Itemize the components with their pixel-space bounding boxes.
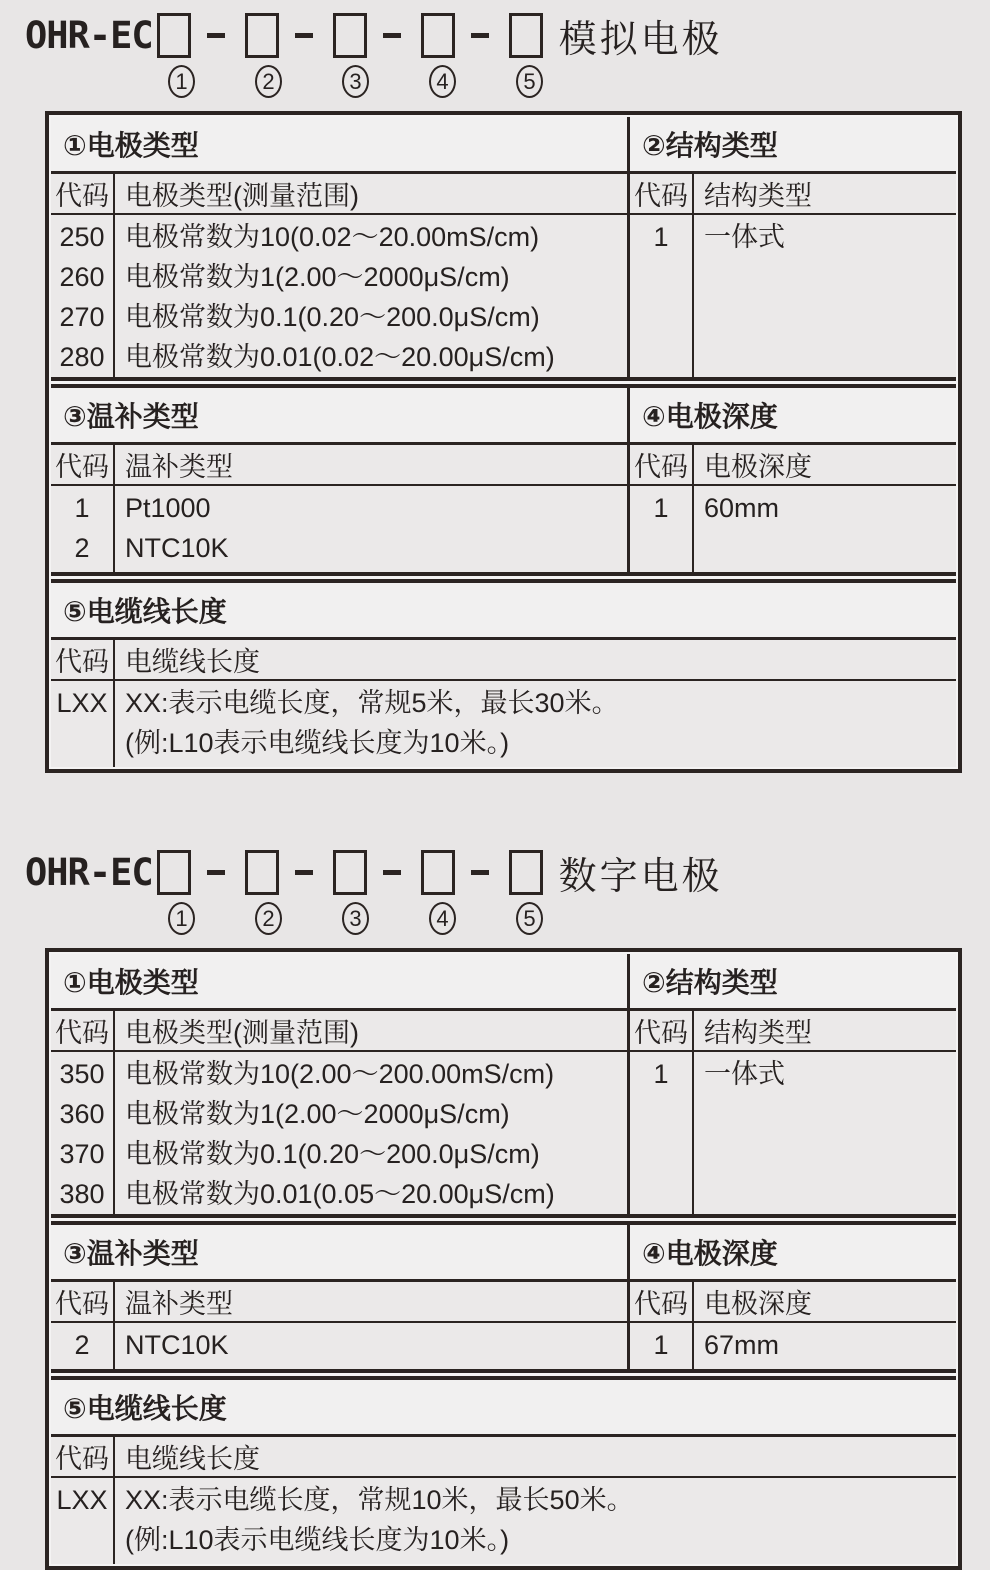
electrode-type-descriptions xyxy=(115,1052,555,1214)
code-box-1 xyxy=(157,13,191,58)
desc-value: 一体式 xyxy=(704,222,785,252)
desc-value: NTC10K xyxy=(125,533,229,563)
dash-separator xyxy=(471,33,489,38)
digital-spec-table xyxy=(45,948,962,1570)
temp-comp-descriptions xyxy=(115,486,229,572)
column-header-code: 代码 xyxy=(630,1282,694,1321)
code-value: 250 xyxy=(59,222,105,252)
column-header-temp-comp: 温补类型 xyxy=(125,1289,233,1319)
code-box-2 xyxy=(245,13,279,58)
electrode-type-descriptions xyxy=(115,215,555,377)
position-circle-1: 1 xyxy=(168,902,195,935)
column-header-code: 代码 xyxy=(51,1011,115,1050)
analog-section-3-4 xyxy=(51,384,956,576)
section-title-structure-type: ②结构类型 xyxy=(627,117,956,171)
code-value: 280 xyxy=(59,342,105,372)
column-header-code: 代码 xyxy=(630,174,694,213)
code-box-1 xyxy=(157,850,191,895)
desc-line-1: XX:表示电缆长度，常规5米，最长30米。 xyxy=(125,688,619,718)
section-title-electrode-type: ①电极类型 xyxy=(63,130,199,161)
structure-type-descriptions xyxy=(694,215,785,377)
position-circle-3: 3 xyxy=(342,902,369,935)
desc-value: 电极常数为1(2.00～2000μS/cm) xyxy=(125,262,510,292)
electrode-depth-descriptions xyxy=(694,1323,779,1369)
column-header-electrode-depth: 电极深度 xyxy=(704,1289,812,1319)
electrode-type-codes xyxy=(51,1052,115,1214)
desc-line-2: (例:L10表示电缆线长度为10米。) xyxy=(125,1525,510,1555)
cable-length-description xyxy=(115,1478,634,1564)
code-value: 1 xyxy=(74,493,90,523)
temp-comp-codes xyxy=(51,486,115,572)
desc-value: NTC10K xyxy=(125,1330,229,1360)
structure-type-codes xyxy=(630,1052,694,1214)
electrode-type-codes xyxy=(51,215,115,377)
column-header-cable-length: 电缆线长度 xyxy=(125,1444,260,1474)
code-value: 1 xyxy=(653,1330,669,1360)
code-value: 380 xyxy=(59,1179,105,1209)
position-circle-1: 1 xyxy=(168,65,195,98)
code-box-4 xyxy=(421,13,455,58)
code-value: 260 xyxy=(59,262,105,292)
code-box-5 xyxy=(509,13,543,58)
desc-value: 电极常数为0.01(0.05～20.00μS/cm) xyxy=(125,1179,555,1209)
desc-value: 电极常数为0.01(0.02～20.00μS/cm) xyxy=(125,342,555,372)
desc-value: 电极常数为0.1(0.20～200.0μS/cm) xyxy=(125,302,540,332)
model-prefix: OHR-EC xyxy=(25,850,153,894)
desc-line-2: (例:L10表示电缆线长度为10米。) xyxy=(125,728,510,758)
section-title-electrode-depth: ④电极深度 xyxy=(627,1225,956,1279)
column-header-temp-comp: 温补类型 xyxy=(125,452,233,482)
position-circle-5: 5 xyxy=(516,65,543,98)
desc-value: 电极常数为10(2.00～200.00mS/cm) xyxy=(125,1059,555,1089)
section-title-cable-length: ⑤电缆线长度 xyxy=(63,596,227,627)
position-circle-3: 3 xyxy=(342,65,369,98)
section-title-electrode-depth: ④电极深度 xyxy=(627,388,956,442)
desc-value: 67mm xyxy=(704,1330,780,1360)
dash-separator xyxy=(295,33,313,38)
code-value: LXX xyxy=(56,1485,108,1515)
column-header-structure-type: 结构类型 xyxy=(704,181,812,211)
desc-line-1: XX:表示电缆长度，常规10米，最长50米。 xyxy=(125,1485,634,1515)
analog-electrode-block xyxy=(0,0,990,773)
column-header-electrode-depth: 电极深度 xyxy=(704,452,812,482)
column-header-code: 代码 xyxy=(51,1437,115,1476)
code-value: 1 xyxy=(653,222,669,252)
dash-separator xyxy=(207,870,225,875)
digital-position-markers xyxy=(168,902,990,938)
column-header-cable-length: 电缆线长度 xyxy=(125,647,260,677)
digital-section-5 xyxy=(51,1376,956,1564)
desc-value: 一体式 xyxy=(704,1059,785,1089)
structure-type-descriptions xyxy=(694,1052,785,1214)
digital-section-1-2 xyxy=(51,954,956,1218)
digital-model-label: 数字电极 xyxy=(558,855,723,898)
desc-value: 60mm xyxy=(704,493,780,523)
column-header-electrode-type: 电极类型(测量范围) xyxy=(125,181,359,211)
analog-position-markers xyxy=(168,65,990,101)
section-title-temp-comp: ③温补类型 xyxy=(63,1238,199,1269)
temp-comp-codes xyxy=(51,1323,115,1369)
code-value: 2 xyxy=(74,533,90,563)
analog-model-code-line xyxy=(25,8,990,62)
analog-section-1-2 xyxy=(51,117,956,381)
column-header-code: 代码 xyxy=(51,1282,115,1321)
desc-value: 电极常数为0.1(0.20～200.0μS/cm) xyxy=(125,1139,540,1169)
section-title-cable-length: ⑤电缆线长度 xyxy=(63,1393,227,1424)
column-header-code: 代码 xyxy=(51,445,115,484)
digital-model-code-line xyxy=(25,845,990,899)
structure-type-codes xyxy=(630,215,694,377)
position-circle-2: 2 xyxy=(255,902,282,935)
desc-value: 电极常数为10(0.02～20.00mS/cm) xyxy=(125,222,540,252)
cable-length-description xyxy=(115,681,619,767)
column-header-code: 代码 xyxy=(51,640,115,679)
dash-separator xyxy=(383,33,401,38)
column-header-code: 代码 xyxy=(51,174,115,213)
digital-electrode-block xyxy=(0,845,990,1570)
position-circle-4: 4 xyxy=(429,902,456,935)
code-box-4 xyxy=(421,850,455,895)
column-header-code: 代码 xyxy=(630,445,694,484)
code-value: 2 xyxy=(74,1330,90,1360)
model-prefix: OHR-EC xyxy=(25,13,153,57)
cable-length-codes xyxy=(51,681,115,767)
column-header-structure-type: 结构类型 xyxy=(704,1018,812,1048)
code-box-5 xyxy=(509,850,543,895)
position-circle-4: 4 xyxy=(429,65,456,98)
dash-separator xyxy=(207,33,225,38)
position-circle-5: 5 xyxy=(516,902,543,935)
cable-length-codes xyxy=(51,1478,115,1564)
dash-separator xyxy=(295,870,313,875)
code-value: 360 xyxy=(59,1099,105,1129)
electrode-depth-codes xyxy=(630,486,694,572)
electrode-depth-codes xyxy=(630,1323,694,1369)
temp-comp-descriptions xyxy=(115,1323,229,1369)
code-box-3 xyxy=(333,13,367,58)
electrode-depth-descriptions xyxy=(694,486,779,572)
column-header-code: 代码 xyxy=(630,1011,694,1050)
code-value: LXX xyxy=(56,688,108,718)
code-value: 350 xyxy=(59,1059,105,1089)
desc-value: 电极常数为1(2.00～2000μS/cm) xyxy=(125,1099,510,1129)
code-box-2 xyxy=(245,850,279,895)
analog-section-5 xyxy=(51,579,956,767)
code-box-3 xyxy=(333,850,367,895)
section-title-temp-comp: ③温补类型 xyxy=(63,401,199,432)
analog-spec-table xyxy=(45,111,962,773)
section-title-electrode-type: ①电极类型 xyxy=(63,967,199,998)
dash-separator xyxy=(471,870,489,875)
position-circle-2: 2 xyxy=(255,65,282,98)
code-value: 1 xyxy=(653,493,669,523)
desc-value: Pt1000 xyxy=(125,493,211,523)
code-value: 270 xyxy=(59,302,105,332)
code-value: 370 xyxy=(59,1139,105,1169)
digital-section-3-4 xyxy=(51,1221,956,1373)
analog-model-label: 模拟电极 xyxy=(558,18,723,61)
column-header-electrode-type: 电极类型(测量范围) xyxy=(125,1018,359,1048)
section-title-structure-type: ②结构类型 xyxy=(627,954,956,1008)
code-value: 1 xyxy=(653,1059,669,1089)
dash-separator xyxy=(383,870,401,875)
